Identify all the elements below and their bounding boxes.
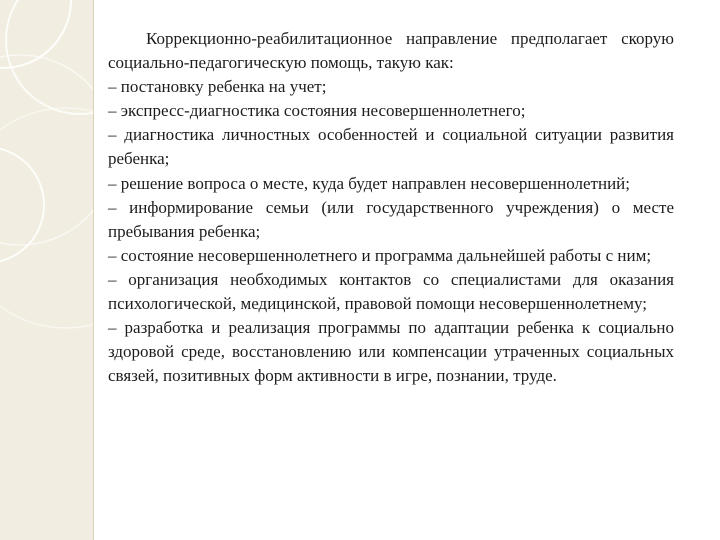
list-item: – организация необходимых контактов со специалистами для оказания психологической, медицинской, правовой помощи несовершеннолетнему; xyxy=(108,269,674,314)
sidebar-divider xyxy=(93,0,94,540)
ring-arc xyxy=(0,55,93,245)
list-item: – разработка и реализация программы по адаптации ребенка к социально здоровой среде, восстановлению или компенсации утраченных социальных связей, позитивных форм активности в игре, познании, труде. xyxy=(108,318,674,386)
list-item: – диагностика личностных особенностей и социальной ситуации развития ребенка; xyxy=(108,125,674,169)
intro-paragraph: Коррекционно-реабилитационное направление предполагает скорую социально-педагогическую помощь, такую как: xyxy=(108,29,674,73)
slide-body xyxy=(108,27,674,388)
decorative-sidebar xyxy=(0,0,93,540)
list-item: – информирование семьи (или государственного учреждения) о месте пребывания ребенка; xyxy=(108,197,674,241)
list-item: – состояние несовершеннолетнего и программа дальнейшей работы с ним; xyxy=(108,245,652,265)
ring-arc xyxy=(6,0,93,114)
decorative-rings xyxy=(0,0,93,540)
ring-arc xyxy=(0,0,71,68)
list-item: – экспресс-диагностика состояния несовершеннолетнего; xyxy=(108,101,526,121)
list-item: – решение вопроса о месте, куда будет направлен несовершеннолетний; xyxy=(108,173,631,193)
ring-arc xyxy=(0,108,93,328)
list-item: – постановку ребенка на учет; xyxy=(108,77,327,97)
